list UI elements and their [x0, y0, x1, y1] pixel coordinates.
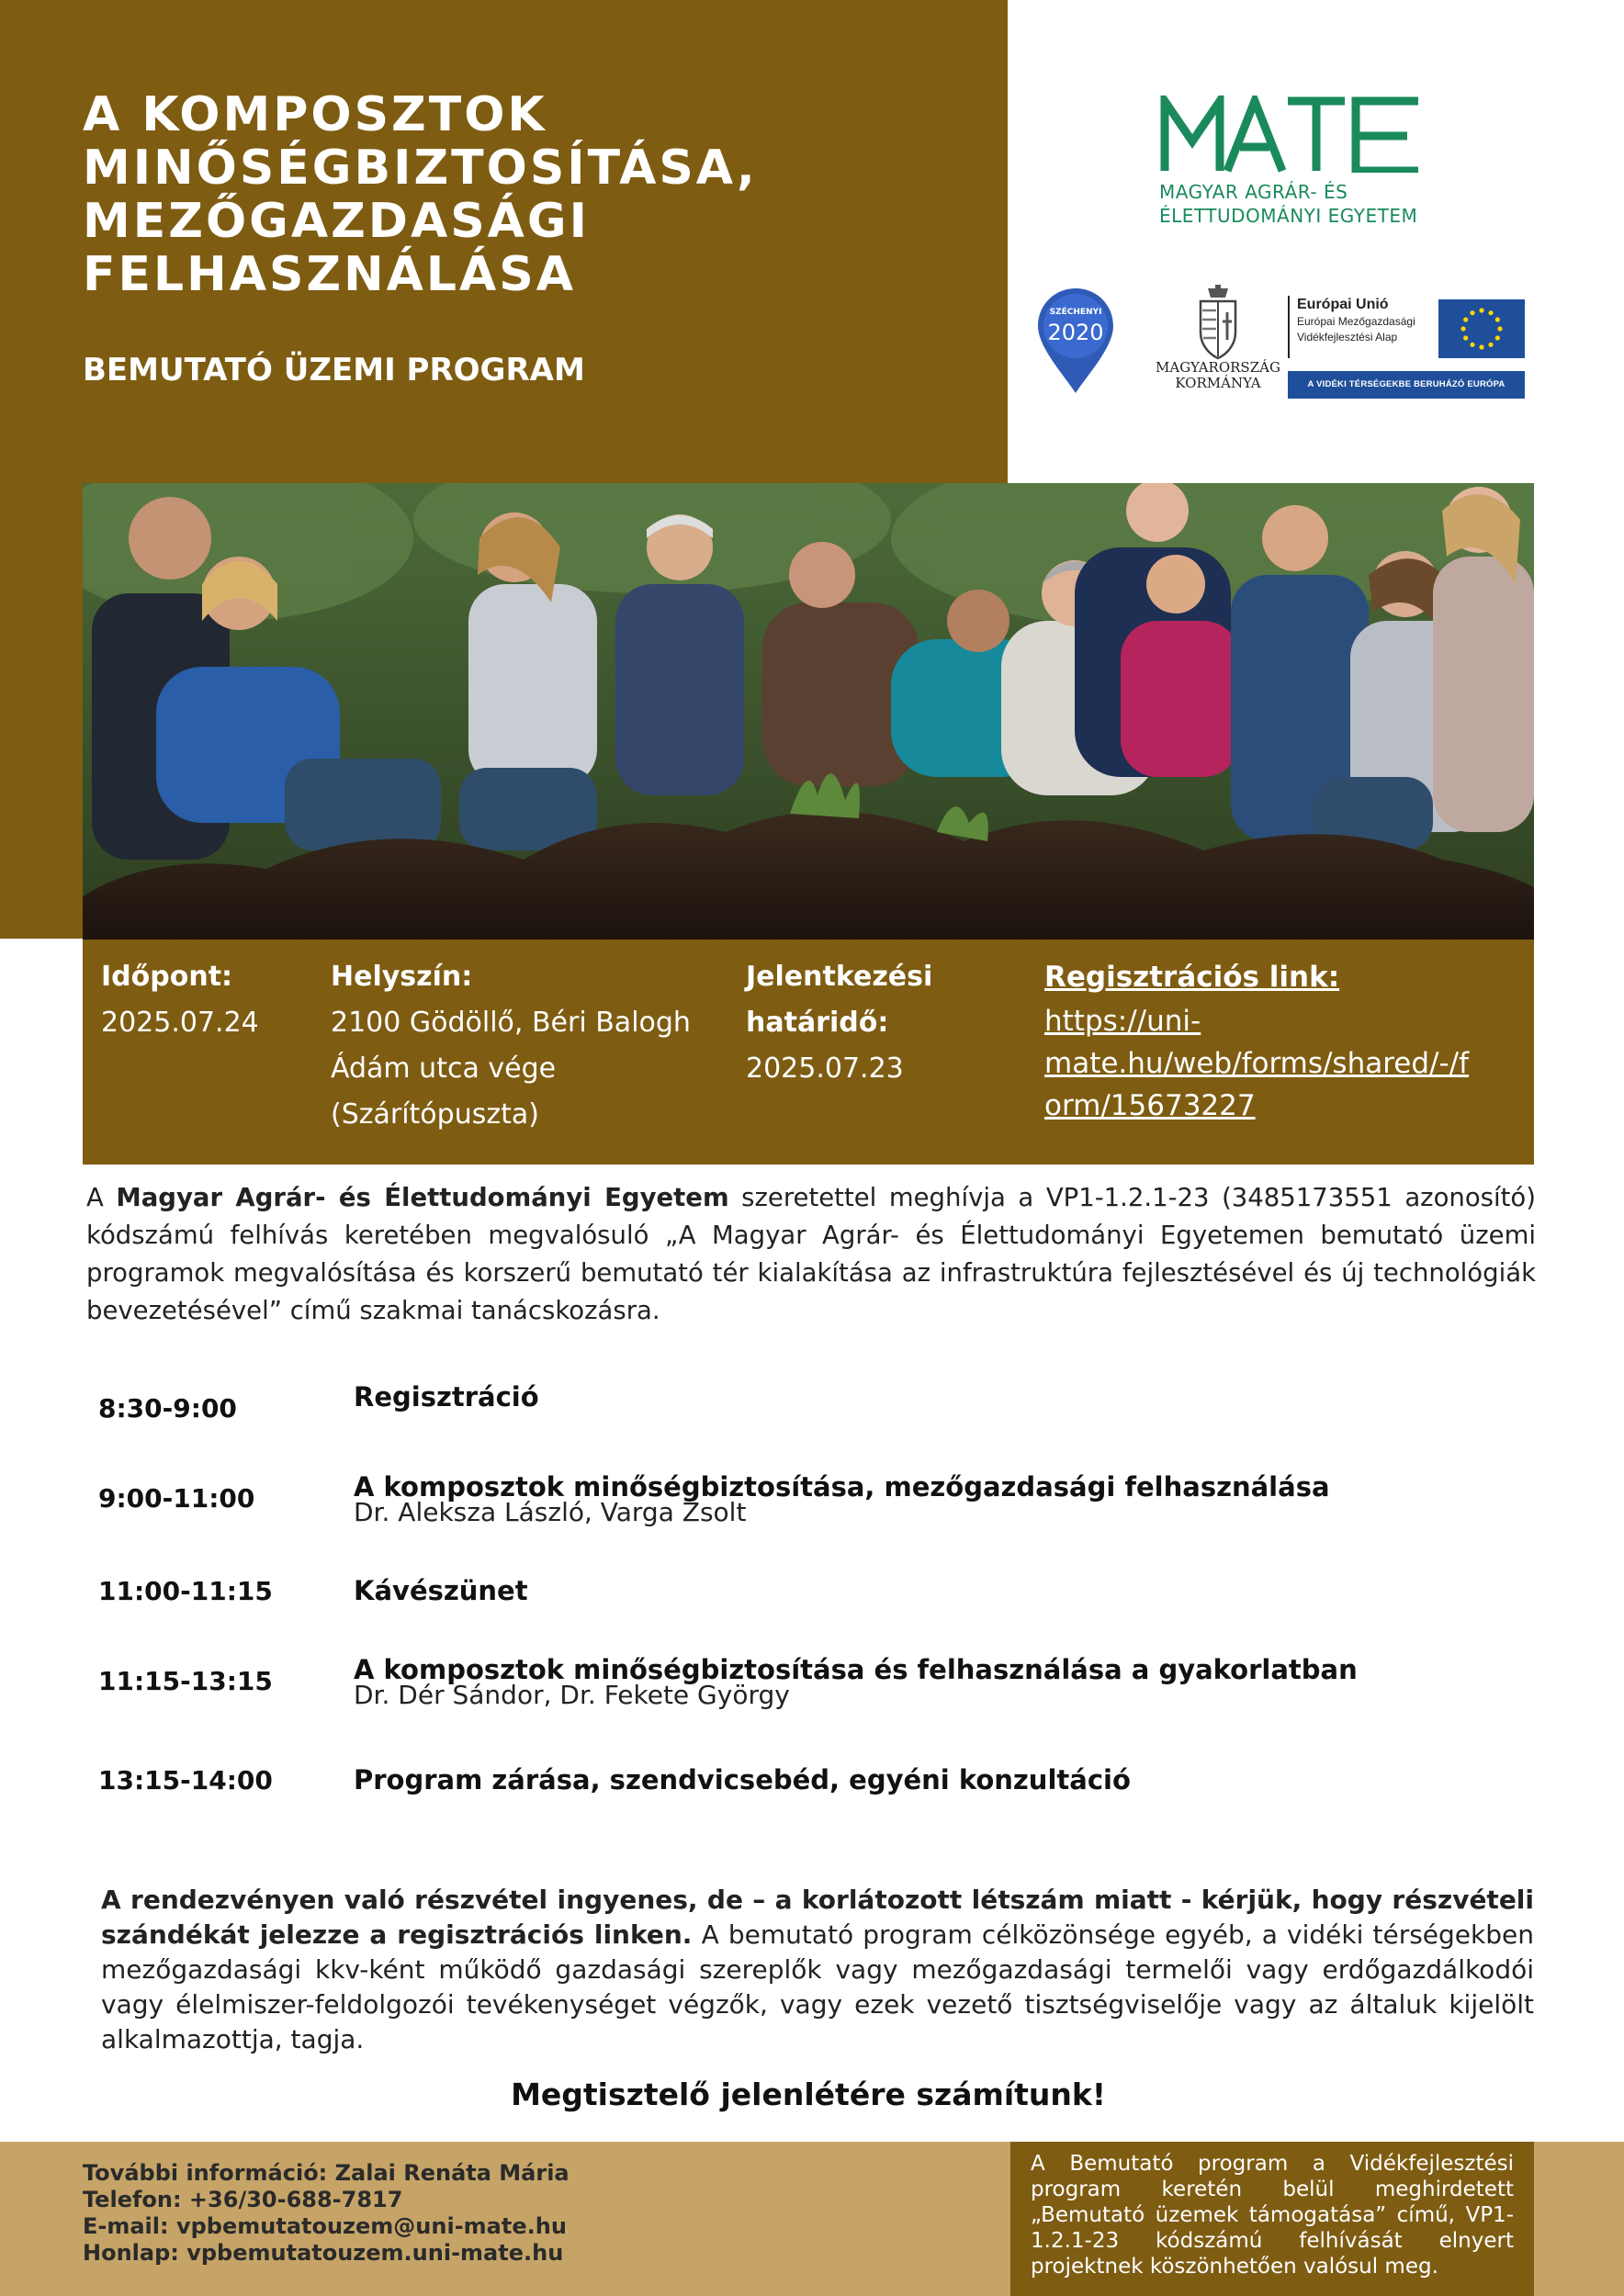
eu-star-icon — [1488, 310, 1493, 315]
eu-star-icon — [1479, 308, 1483, 312]
schedule-speakers: Dr. Dér Sándor, Dr. Fekete György — [354, 1680, 790, 1710]
place-info — [331, 954, 691, 1138]
eu-star-icon — [1488, 343, 1493, 347]
poster-subtitle: BEMUTATÓ ÜZEMI PROGRAM — [83, 352, 585, 388]
contact-email[interactable]: E-mail: vpbemutatouzem@uni-mate.hu — [83, 2213, 567, 2239]
place-label: Helyszín: — [331, 961, 473, 993]
compost-workshop-illustration — [83, 483, 1534, 940]
registration-info — [1044, 954, 1469, 1127]
schedule-title: Kávészünet — [354, 1575, 528, 1606]
mate-logo — [1159, 96, 1435, 233]
schedule-title: A komposztok minőségbiztosítása, mezőgazdasági felhasználása — [354, 1471, 1330, 1503]
contact-phone[interactable]: Telefon: +36/30-688-7817 — [83, 2187, 403, 2212]
time-label: Időpont: — [101, 961, 233, 993]
registration-link[interactable]: https://uni- mate.hu/web/forms/shared/-/f orm/15673227 — [1044, 1005, 1470, 1122]
mate-university-name: MAGYAR AGRÁR- ÉS ÉLETTUDOMÁNYI EGYETEM — [1159, 181, 1418, 227]
schedule-time: 9:00-11:00 — [98, 1483, 255, 1514]
deadline-info — [746, 954, 932, 1092]
intro-prefix: A — [86, 1183, 104, 1212]
hungarian-crest-icon — [1195, 285, 1241, 360]
workshop-photo — [83, 483, 1534, 940]
eu-star-icon — [1497, 326, 1502, 331]
eu-star-icon — [1495, 335, 1500, 340]
schedule-title: Regisztráció — [354, 1381, 539, 1412]
szechenyi-year: 2020 — [1047, 320, 1104, 345]
schedule-title: Program zárása, szendvicsebéd, egyéni konzultáció — [354, 1764, 1131, 1795]
contact-website[interactable]: Honlap: vpbemutatouzem.uni-mate.hu — [83, 2240, 564, 2266]
contact-person: További információ: Zalai Renáta Mária — [83, 2160, 570, 2186]
eu-star-icon — [1460, 326, 1465, 331]
government-logo — [1154, 285, 1282, 404]
eu-star-icon — [1479, 344, 1483, 349]
time-info — [101, 954, 259, 1046]
szechenyi-label: SZÉCHENYI — [1049, 308, 1102, 317]
notice-text: A bemutató program célközönsége egyéb, a vidéki térségekben mezőgazdasági kkv-ként működő gazdasági szereplők vagy mezőgazdasági termelői vagy erdőgazdálkodói vagy élelmiszer-feldolgozói tevékenységet végzők, vagy ezek vezető tisztségviselője vagy az általuk kijelölt alkalmazottja, tagja. — [101, 1919, 1534, 2054]
schedule-time: 13:15-14:00 — [98, 1765, 273, 1795]
schedule-time: 11:00-11:15 — [98, 1576, 273, 1606]
eu-banner: A VIDÉKI TÉRSÉGEKBE BERUHÁZÓ EURÓPA — [1288, 371, 1525, 399]
footer-note: A Bemutató program a Vidékfejlesztési program keretén belül meghirdetett „Bemutató üzemek támogatása” című, VP1-1.2.1-23 kódszámú felhívását elnyert projektnek köszönhetően valósul meg. — [1031, 2152, 1514, 2279]
eu-text — [1288, 296, 1435, 358]
footer-contact — [83, 2160, 570, 2267]
government-name: MAGYARORSZÁG KORMÁNYA — [1156, 359, 1280, 391]
closing-line: Megtisztelő jelenlétére számítunk! — [511, 2077, 1106, 2112]
mate-wordmark-icon — [1159, 96, 1426, 173]
eu-star-icon — [1463, 335, 1468, 340]
notice-bold: A rendezvényen való részvétel ingyenes, de – a korlátozott létszám miatt - kérjük, hogy részvételi szándékát jelezze a regisztrációs linken. — [101, 1885, 1534, 1950]
eu-title: Európai Unió — [1297, 297, 1389, 312]
schedule-title: A komposztok minőségbiztosítása és felhasználása a gyakorlatban — [354, 1654, 1358, 1685]
place-value: 2100 Gödöllő, Béri Balogh Ádám utca vége (Szárítópuszta) — [331, 1007, 691, 1131]
schedule-speakers: Dr. Aleksza László, Varga Zsolt — [354, 1497, 747, 1527]
time-value: 2025.07.24 — [101, 1007, 259, 1039]
eu-funding-logo — [1288, 296, 1525, 399]
eu-flag-icon — [1438, 299, 1525, 358]
eu-star-icon — [1470, 343, 1474, 347]
participation-notice — [101, 1883, 1534, 2057]
eu-star-icon — [1495, 317, 1500, 321]
szechenyi-2020-icon — [1036, 287, 1115, 395]
registration-label: Regisztrációs link: — [1044, 961, 1340, 994]
schedule-time: 8:30-9:00 — [98, 1393, 237, 1424]
poster-title: A KOMPOSZTOK MINŐSÉGBIZTOSÍTÁSA, MEZŐGAZDASÁGI FELHASZNÁLÁSA — [83, 87, 758, 302]
event-info-band — [83, 940, 1534, 1165]
eu-star-icon — [1470, 310, 1474, 315]
deadline-value: 2025.07.23 — [746, 1052, 904, 1085]
eu-star-icon — [1463, 317, 1468, 321]
intro-paragraph — [86, 1179, 1536, 1330]
organizer-name: Magyar Agrár- és Élettudományi Egyetem — [116, 1183, 729, 1212]
deadline-label: Jelentkezési határidő: — [746, 961, 933, 1039]
intro-text: szeretettel meghívja a VP1-1.2.1-23 (3485173551 azonosító) kódszámú felhívás keretében megvalósuló „A Magyar Agrár- és Élettudományi Egyetemen bemutató üzemi programok megvalósítása és korszerű bemutató tér kialakítása az infrastruktúra fejlesztésével és új technológiák bevezetésével” című szakmai tanácskozásra. — [86, 1183, 1536, 1325]
eu-fund-name: Európai Mezőgazdasági Vidékfejlesztési Alap — [1297, 315, 1415, 343]
schedule-time: 11:15-13:15 — [98, 1666, 273, 1696]
